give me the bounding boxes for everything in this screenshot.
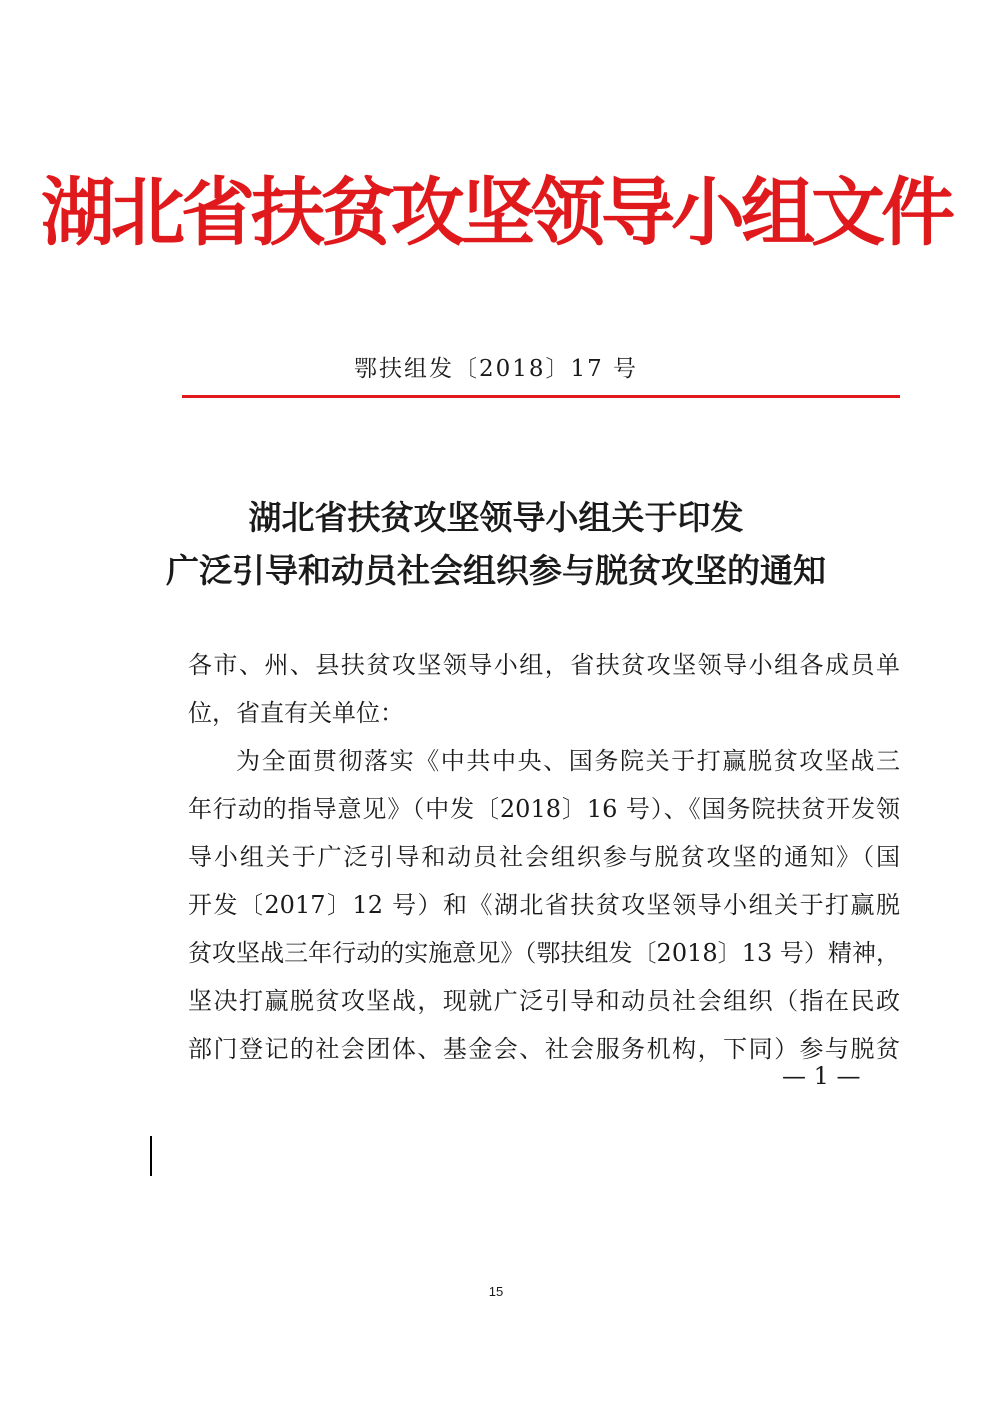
issuer-masthead: 湖北省扶贫攻坚领导小组文件 <box>41 170 951 256</box>
addressee-line-2: 位，省直有关单位： <box>188 699 404 727</box>
body-text-line: 为全面贯彻落实《中共中央、国务院关于打赢脱贫攻坚战三 <box>236 747 900 775</box>
margin-mark <box>150 1136 152 1176</box>
addressee-line-1: 各市、州、县扶贫攻坚领导小组，省扶贫攻坚领导小组各成员单 <box>188 651 900 679</box>
document-number: 鄂扶组发〔2018〕17 号 <box>353 356 639 382</box>
body-text-line: 导小组关于广泛引导和动员社会组织参与脱贫攻坚的通知》（国 <box>188 843 900 871</box>
body-text-line: 坚决打赢脱贫攻坚战，现就广泛引导和动员社会组织（指在民政 <box>188 987 900 1015</box>
body-text-line: 开发〔2017〕12 号）和《湖北省扶贫攻坚领导小组关于打赢脱 <box>188 891 900 919</box>
body-text-line: 贫攻坚战三年行动的实施意见》（鄂扶组发〔2018〕13 号）精神， <box>188 939 900 967</box>
document-title-line-1: 湖北省扶贫攻坚领导小组关于印发 <box>248 498 744 537</box>
red-divider-line <box>182 395 900 398</box>
page-marker: — 1 — <box>782 1062 861 1090</box>
page-number: 15 <box>488 1284 504 1299</box>
body-text-line: 年行动的指导意见》（中发〔2018〕16 号）、《国务院扶贫开发领 <box>188 795 900 823</box>
body-text-line: 部门登记的社会团体、基金会、社会服务机构，下同）参与脱贫 <box>188 1035 900 1063</box>
document-title-line-2: 广泛引导和动员社会组织参与脱贫攻坚的通知 <box>166 551 826 590</box>
